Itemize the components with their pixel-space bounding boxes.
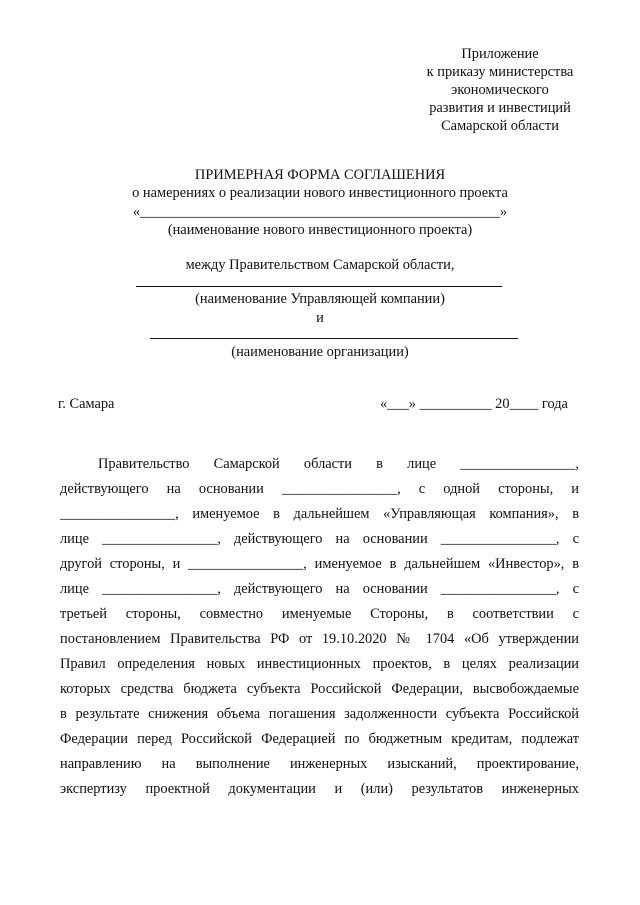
agreement-body <box>60 452 579 802</box>
body-line: которых средства бюджета субъекта Российской Федерации, высвобождаемые <box>60 681 579 697</box>
project-name-field: «__________________________________________________» <box>132 204 508 220</box>
form-title: ПРИМЕРНАЯ ФОРМА СОГЛАШЕНИЯ <box>194 167 446 183</box>
form-subtitle: о намерениях о реализации нового инвестиционного проекта <box>132 185 508 201</box>
appendix-line: Самарской области <box>441 118 559 134</box>
body-line: постановлением Правительства РФ от 19.10.2020 № 1704 «Об утверждении <box>60 631 579 647</box>
body-line: другой стороны, и ________________, именуемое в дальнейшем «Инвестор», в <box>60 556 579 572</box>
body-line: лице ________________, действующего на основании ________________, с <box>60 531 579 547</box>
appendix-block <box>400 45 600 135</box>
body-line: ________________, именуемое в дальнейшем «Управляющая компания», в <box>60 506 579 522</box>
city-label: г. Самара <box>58 396 115 412</box>
appendix-line: Приложение <box>461 46 539 62</box>
body-line: направлению на выполнение инженерных изысканий, проектирование, <box>60 756 579 772</box>
appendix-line: экономического <box>451 82 549 98</box>
company-name-underline <box>136 286 502 287</box>
body-line: Правительство Самарской области в лице ________________, <box>98 456 579 472</box>
body-line: Федерации перед Российской Федерацией по бюджетным кредитам, подлежат <box>60 731 579 747</box>
company-name-caption: (наименование Управляющей компании) <box>195 291 445 307</box>
organization-name-underline <box>150 338 518 339</box>
between-line: между Правительством Самарской области, <box>185 257 455 273</box>
body-line: Правил определения новых инвестиционных проектов, в целях реализации <box>60 656 579 672</box>
body-line: в результате снижения объема погашения задолженности субъекта Российской <box>60 706 579 722</box>
appendix-line: развития и инвестиций <box>429 100 571 116</box>
appendix-line: к приказу министерства <box>426 64 574 80</box>
body-line: лице ________________, действующего на основании ________________, с <box>60 581 579 597</box>
body-line: действующего на основании ________________, с одной стороны, и <box>60 481 579 497</box>
and-conjunction: и <box>316 310 324 326</box>
date-field: «___» __________ 20____ года <box>380 396 568 412</box>
body-line: третьей стороны, совместно именуемые Стороны, в соответствии с <box>60 606 579 622</box>
project-name-caption: (наименование нового инвестиционного проекта) <box>167 222 473 238</box>
body-line: экспертизу проектной документации и (или) результатов инженерных <box>60 781 579 797</box>
organization-name-caption: (наименование организации) <box>231 344 409 360</box>
